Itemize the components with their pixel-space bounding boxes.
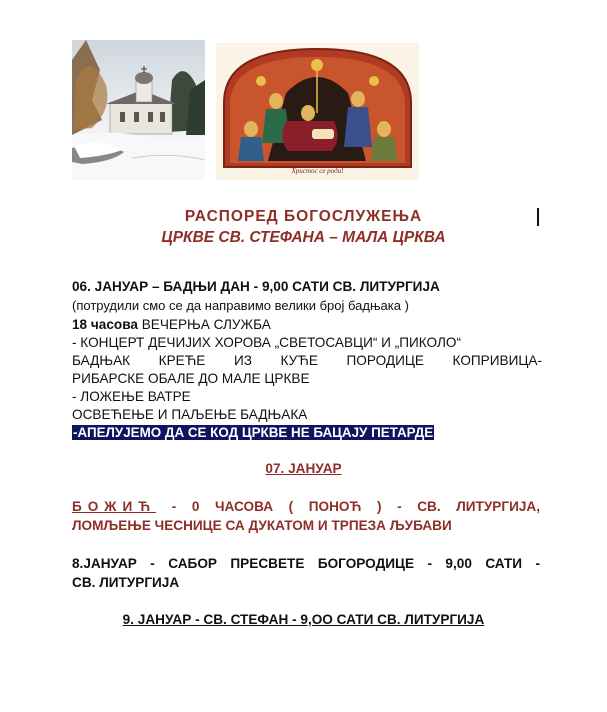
jan6-vespers-line <box>72 316 542 334</box>
jan6-note: (потрудили смо се да направимо велики број бадњака ) <box>72 298 409 313</box>
jan6-time: 18 часова <box>72 317 138 332</box>
jan6-vespers: ВЕЧЕРЊА СЛУЖБА <box>137 317 271 332</box>
jan6-procession-line2: РИБАРСКЕ ОБАЛЕ ДО МАЛЕ ЦРКВЕ <box>72 371 310 386</box>
icon-caption: Христос се роди! <box>291 167 344 175</box>
bozic-word: БОЖИЋ <box>72 499 157 514</box>
schedule-title: РАСПОРЕД БОГОСЛУЖЕЊА <box>184 208 423 225</box>
jan8-line1: 8.ЈАНУАР - САБОР ПРЕСВЕТЕ БОГОРОДИЦЕ - 9,00 САТИ - <box>72 556 540 571</box>
jan6-appeal: -АПЕЛУЈЕМО ДА СЕ КОД ЦРКВЕ НЕ БАЦАЈУ ПЕТАРДЕ <box>73 425 434 440</box>
jan7-title: 07. ЈАНУАР <box>265 461 342 476</box>
nativity-icon <box>216 43 419 180</box>
bozic-details: - 0 ЧАСОВА ( ПОНОЋ ) - СВ. ЛИТУРГИЈА, <box>156 499 540 514</box>
jan8-line2: СВ. ЛИТУРГИЈА <box>72 575 180 590</box>
nativity-icon-image <box>216 43 419 180</box>
jan6-concert: - КОНЦЕРТ ДЕЧИЈИХ ХОРОВА „СВЕТОСАВЦИ“ И „ПИКОЛО“ <box>72 335 461 350</box>
text-cursor <box>537 208 539 226</box>
jan9-line: 9. ЈАНУАР - СВ. СТЕФАН - 9,ОО САТИ СВ. ЛИТУРГИЈА <box>122 612 485 627</box>
bozic-line1 <box>72 499 540 514</box>
church-photo <box>72 40 205 180</box>
jan6-procession-line1: БАДЊАК КРЕЋЕ ИЗ КУЋЕ ПОРОДИЦЕ КОПРИВИЦА- <box>72 353 542 368</box>
church-subtitle: ЦРКВЕ СВ. СТЕФАНА – МАЛА ЦРКВА <box>161 229 446 246</box>
bozic-line2: ЛОМЉЕЊЕ ЧЕСНИЦЕ СА ДУКАТОМ И ТРПЕЗА ЉУБАВИ <box>72 518 452 533</box>
jan6-fire: - ЛОЖЕЊЕ ВАТРЕ <box>72 389 191 404</box>
jan6-appeal-line <box>72 424 542 442</box>
church-photo-drawing <box>72 40 205 180</box>
jan6-title: 06. ЈАНУАР – БАДЊИ ДАН - 9,00 САТИ СВ. ЛИТУРГИЈА <box>72 279 440 294</box>
jan6-blessing: ОСВЕЋЕЊЕ И ПАЉЕЊЕ БАДЊАКА <box>72 407 308 422</box>
